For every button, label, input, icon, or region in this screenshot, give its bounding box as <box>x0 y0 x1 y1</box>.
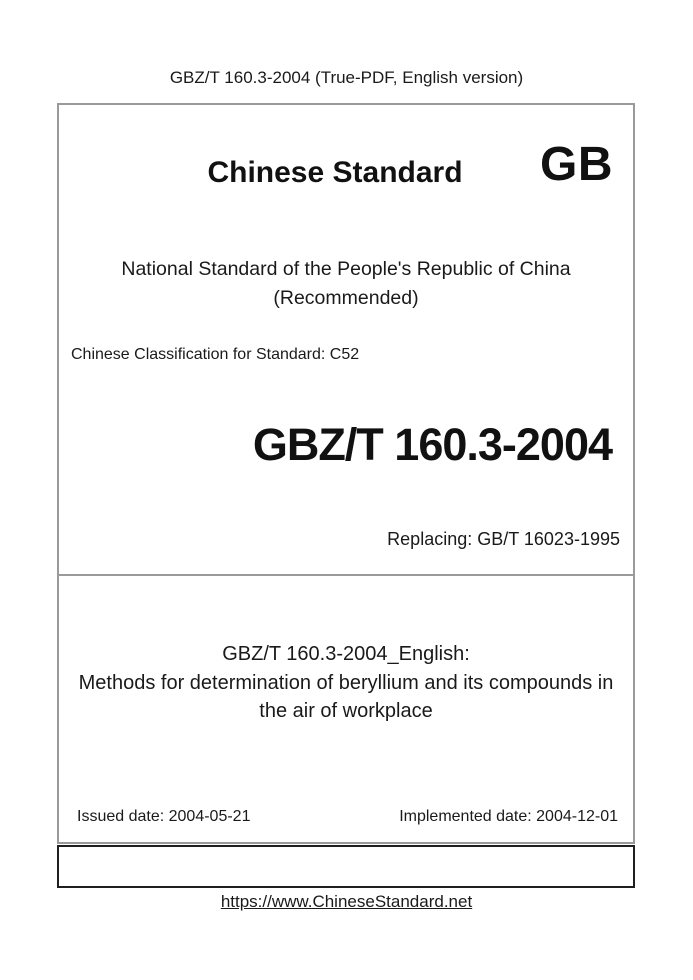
cover-top-section <box>59 105 633 576</box>
website-link[interactable]: https://www.ChineseStandard.net <box>220 892 473 911</box>
national-standard-line: National Standard of the People's Republic of China <box>121 258 571 280</box>
english-title-line1: Methods for determination of beryllium and its compounds in <box>78 671 614 694</box>
english-title-label: GBZ/T 160.3-2004_English: <box>222 643 470 665</box>
brand-title: Chinese Standard <box>207 156 463 189</box>
gb-logo: GB <box>540 138 613 191</box>
page-header-title: GBZ/T 160.3-2004 (True-PDF, English version) <box>169 68 524 87</box>
english-title-block <box>59 640 633 726</box>
cover-bottom-section <box>59 576 633 842</box>
standard-code: GBZ/T 160.3-2004 <box>252 419 612 470</box>
dates-row <box>77 808 618 826</box>
implemented-date: Implemented date: 2004-12-01 <box>399 808 618 825</box>
empty-note-box <box>57 845 635 888</box>
cover-box <box>57 103 635 844</box>
national-standard-block <box>59 255 633 313</box>
classification-line: Chinese Classification for Standard: C52 <box>71 346 360 363</box>
english-title-line2: the air of workplace <box>259 700 433 722</box>
recommended-line: (Recommended) <box>273 287 419 309</box>
footer <box>0 892 693 912</box>
replacing-line: Replacing: GB/T 16023-1995 <box>387 529 620 549</box>
issued-date: Issued date: 2004-05-21 <box>77 808 251 825</box>
